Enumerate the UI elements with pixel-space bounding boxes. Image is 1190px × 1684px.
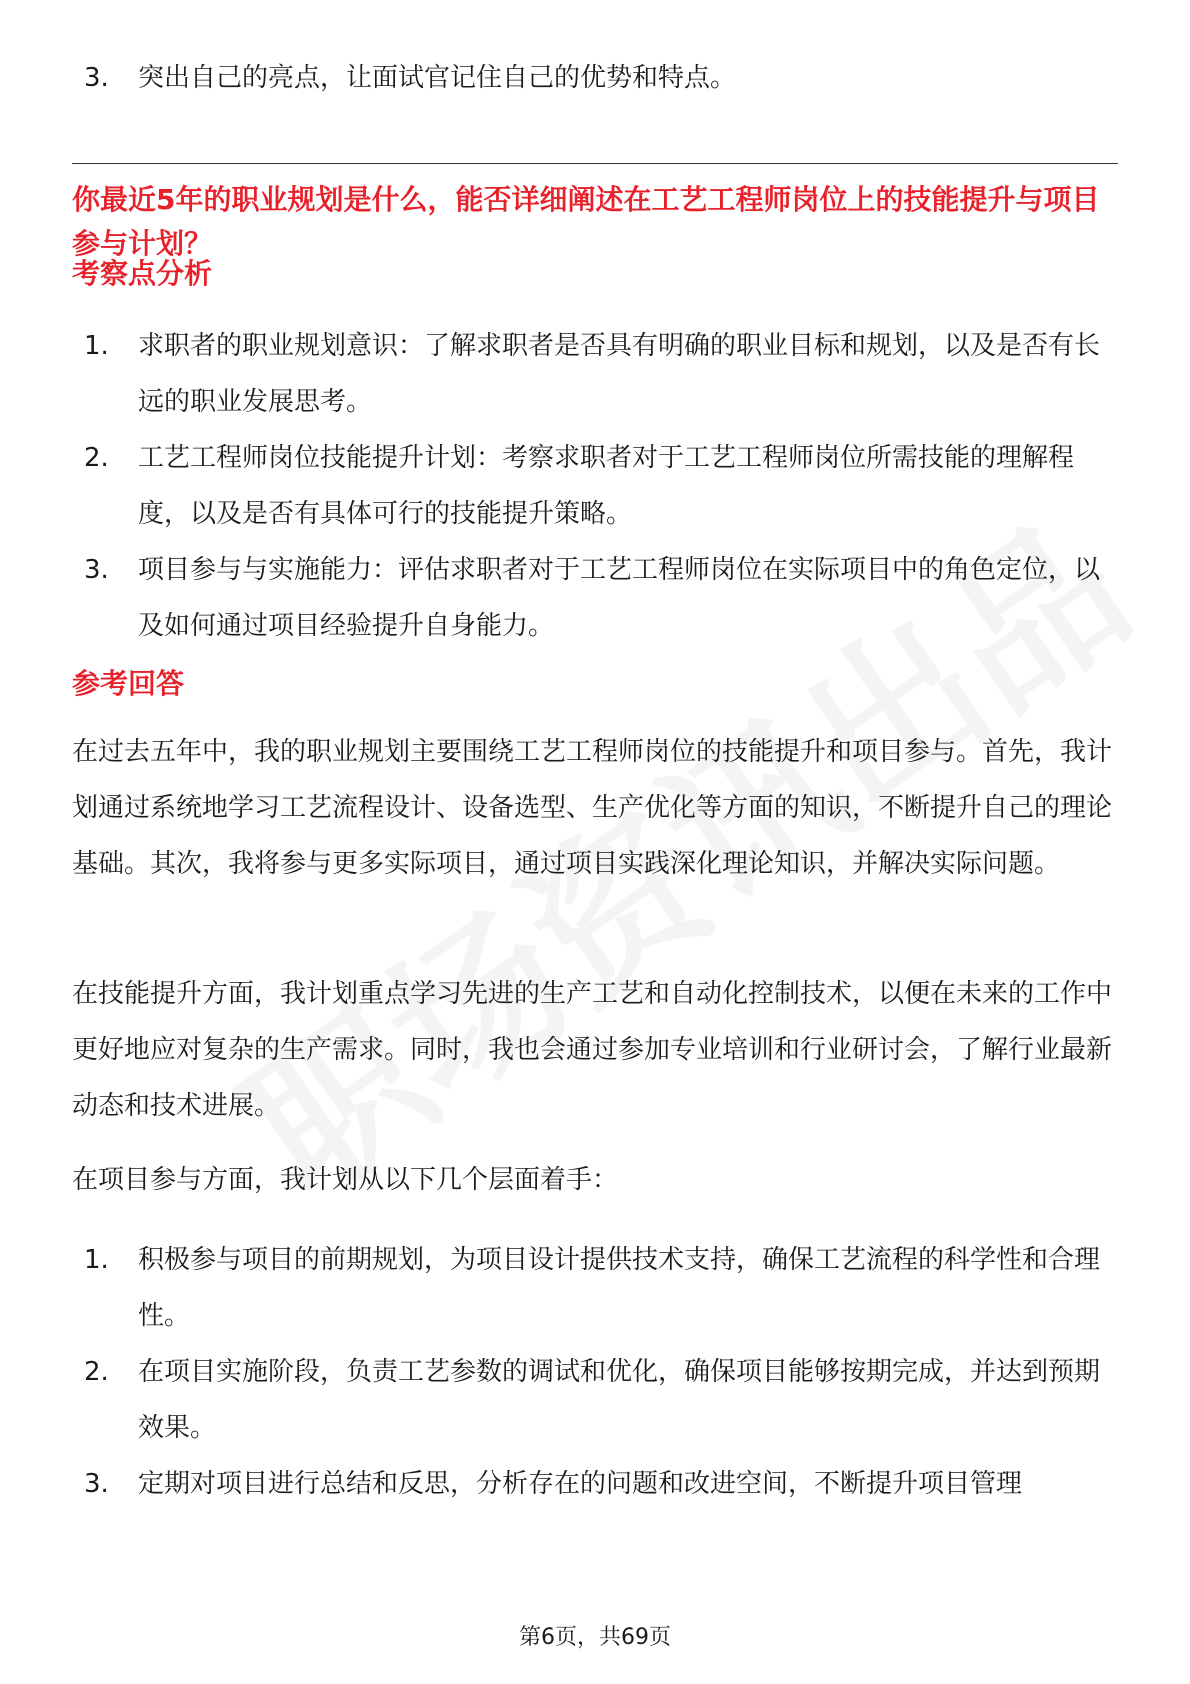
- list-text: 工艺工程师岗位技能提升计划：考察求职者对于工艺工程师岗位所需技能的理解程度，以及是否有具体可行的技能提升策略。: [138, 443, 1075, 529]
- list-item: [84, 1232, 1118, 1344]
- list-item: [84, 1344, 1118, 1456]
- list-item: [84, 50, 1118, 106]
- answer-list: [72, 1232, 1118, 1512]
- list-item: [84, 318, 1118, 430]
- list-item: [84, 430, 1118, 542]
- answer-paragraph: 在过去五年中，我的职业规划主要围绕工艺工程师岗位的技能提升和项目参与。首先，我计划通过系统地学习工艺流程设计、设备选型、生产优化等方面的知识，不断提升自己的理论基础。其次，我将参与更多实际项目，通过项目实践深化理论知识，并解决实际问题。: [72, 737, 1113, 879]
- list-text: 突出自己的亮点，让面试官记住自己的优势和特点。: [138, 63, 737, 93]
- list-text: 求职者的职业规划意识：了解求职者是否具有明确的职业目标和规划，以及是否有长远的职业发展思考。: [138, 331, 1101, 417]
- section-divider: [72, 163, 1118, 164]
- page-footer: 第6页，共69页: [519, 1625, 671, 1650]
- answer-paragraph: 在技能提升方面，我计划重点学习先进的生产工艺和自动化控制技术，以便在未来的工作中更好地应对复杂的生产需求。同时，我也会通过参加专业培训和行业研讨会，了解行业最新动态和技术进展。: [72, 979, 1113, 1121]
- list-item: [84, 1456, 1118, 1512]
- list-item: [84, 542, 1118, 654]
- list-number: 3.: [84, 63, 109, 93]
- list-number: 3.: [84, 1469, 109, 1499]
- answer-paragraph: 在项目参与方面，我计划从以下几个层面着手：: [72, 1165, 619, 1195]
- list-number: 1.: [84, 331, 109, 361]
- top-list: [72, 50, 1118, 106]
- answer-heading: 参考回答: [72, 667, 185, 700]
- list-text: 定期对项目进行总结和反思，分析存在的问题和改进空间，不断提升项目管理: [138, 1469, 1023, 1499]
- list-number: 2.: [84, 443, 109, 473]
- list-text: 在项目实施阶段，负责工艺参数的调试和优化，确保项目能够按期完成，并达到预期效果。: [138, 1357, 1101, 1443]
- analysis-heading: 考察点分析: [72, 257, 213, 290]
- analysis-list: [72, 318, 1118, 654]
- list-number: 3.: [84, 555, 109, 585]
- list-text: 项目参与与实施能力：评估求职者对于工艺工程师岗位在实际项目中的角色定位，以及如何通过项目经验提升自身能力。: [138, 555, 1101, 641]
- list-number: 1.: [84, 1245, 109, 1275]
- question-title: 你最近5年的职业规划是什么，能否详细阐述在工艺工程师岗位上的技能提升与项目参与计划？: [72, 183, 1100, 260]
- list-text: 积极参与项目的前期规划，为项目设计提供技术支持，确保工艺流程的科学性和合理性。: [138, 1245, 1101, 1331]
- list-number: 2.: [84, 1357, 109, 1387]
